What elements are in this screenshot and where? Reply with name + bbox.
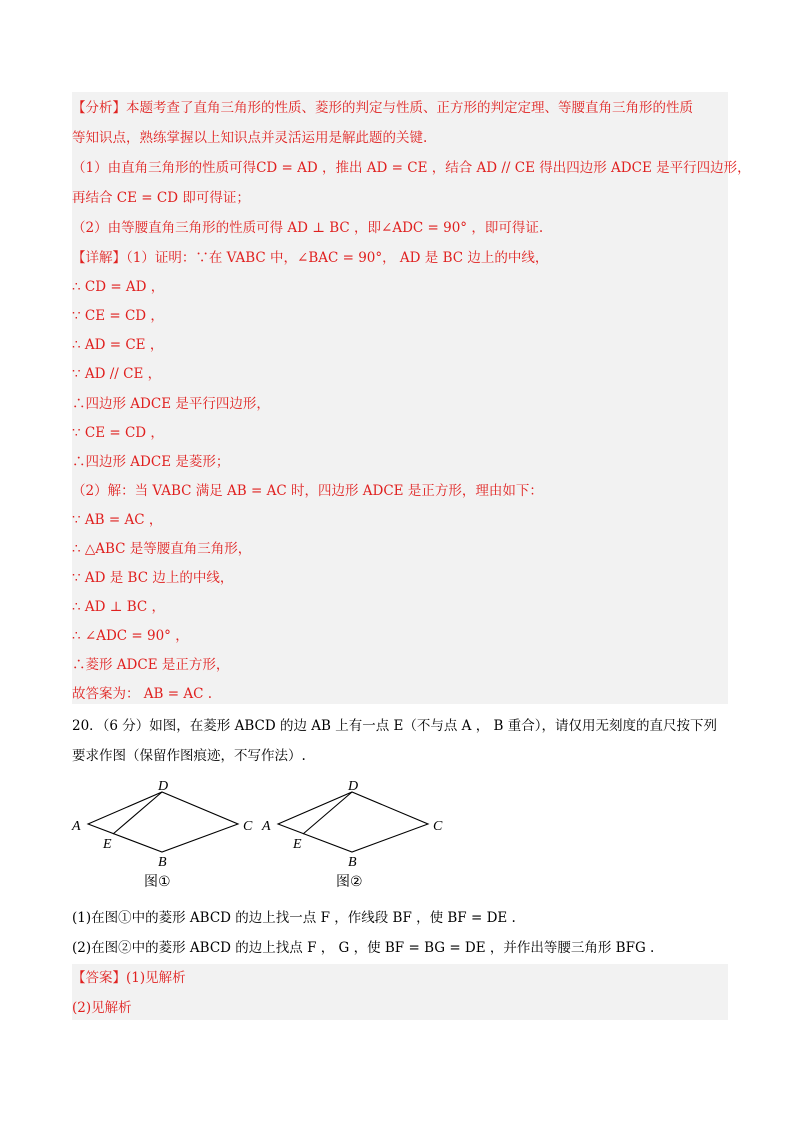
detail-line: ∵ AB = AC ， (72, 512, 163, 528)
detail-line: ∵ CE = CD ， (72, 308, 164, 324)
detail-line: ∴ △ABC 是等腰直角三角形， (72, 541, 252, 557)
detail-line: ∵ AD // CE ， (72, 366, 162, 382)
figure-1 (71, 780, 253, 890)
label-b: B (348, 855, 357, 870)
question-line: 要求作图（保留作图痕迹，不写作法）. (72, 748, 306, 764)
label-a: A (262, 819, 271, 834)
detail-line: ∵ AD 是 BC 边上的中线， (72, 570, 234, 586)
label-e: E (293, 837, 302, 852)
segment-de (303, 792, 352, 834)
label-e: E (103, 837, 112, 852)
segment-de (113, 792, 162, 834)
rhombus-figures (70, 780, 490, 890)
analysis-line: （1）由直角三角形的性质可得CD = AD ，推出 AD = CE ，结合 AD // CE 得出四边形 ADCE 是平行四边形， (72, 160, 751, 176)
detail-line: ∴ ∠ADC = 90° ， (72, 628, 189, 644)
figure-caption: 图① (144, 874, 171, 890)
analysis-line: 等知识点，熟练掌握以上知识点并灵活运用是解此题的关键. (72, 130, 428, 146)
label-d: D (348, 780, 359, 794)
detail-line: （2）解：当 VABC 满足 AB = AC 时，四边形 ADCE 是正方形，理由如下： (72, 483, 543, 499)
label-d: D (158, 780, 169, 794)
label-b: B (158, 855, 167, 870)
detail-line: ∴菱形 ADCE 是正方形， (72, 657, 230, 673)
answer-line: 【答案】(1)见解析 (72, 970, 186, 986)
subquestion-line: (1)在图①中的菱形 ABCD 的边上找一点 F ，作线段 BF ，使 BF = DE . (72, 910, 516, 926)
detail-line: ∵ CE = CD ， (72, 425, 164, 441)
question-line: 20．（6 分）如图，在菱形 ABCD 的边 AB 上有一点 E（不与点 A ， B 重合），请仅用无刻度的直尺按下列 (72, 718, 717, 734)
detail-line: 【详解】（1）证明：∵在 VABC 中，∠BAC = 90°， AD 是 BC 边上的中线， (72, 250, 549, 266)
detail-line: ∴四边形 ADCE 是菱形； (72, 454, 230, 470)
label-c: C (433, 819, 443, 834)
analysis-line: 再结合 CE = CD 即可得证； (72, 190, 250, 206)
detail-line: 故答案为： AB = AC . (72, 686, 213, 702)
detail-line: ∴ AD ⊥ BC ， (72, 599, 166, 615)
figure-caption: 图② (336, 874, 363, 890)
label-c: C (243, 819, 253, 834)
subquestion-line: (2)在图②中的菱形 ABCD 的边上找点 F ， G ，使 BF = BG = DE ，并作出等腰三角形 BFG . (72, 940, 655, 956)
figure-2 (261, 780, 443, 890)
detail-line: ∴四边形 ADCE 是平行四边形， (72, 396, 270, 412)
label-a: A (72, 819, 81, 834)
detail-line: ∴ AD = CE ， (72, 337, 164, 353)
detail-line: ∴ CD = AD ， (72, 279, 165, 295)
analysis-line: （2）由等腰直角三角形的性质可得 AD ⊥ BC ，即∠ADC = 90° ，即可得证. (72, 220, 544, 236)
answer-line: (2)见解析 (72, 1000, 132, 1016)
analysis-line: 【分析】本题考查了直角三角形的性质、菱形的判定与性质、正方形的判定定理、等腰直角三角形的性质 (72, 100, 693, 116)
